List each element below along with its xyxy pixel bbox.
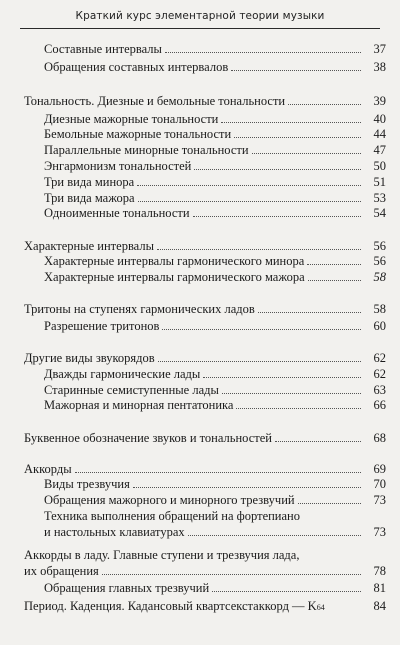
- toc-entry-label-continued: и настольных клавиатурах: [44, 525, 185, 539]
- toc-entry-label: Аккорды: [24, 462, 72, 476]
- page-number: 38: [373, 60, 386, 74]
- dot-leader: [133, 487, 361, 488]
- toc-entry: [44, 476, 386, 492]
- page-number: 73: [373, 525, 386, 539]
- dot-leader: [193, 216, 361, 217]
- toc-entry: [44, 366, 386, 382]
- toc-entry-label: Три вида минора: [44, 175, 135, 189]
- toc-entry: [24, 93, 386, 109]
- toc-entry: [44, 397, 386, 413]
- dot-leader: [157, 249, 361, 250]
- toc-entry: [44, 253, 386, 269]
- dot-leader: [137, 185, 361, 186]
- page-number: 58: [373, 270, 386, 284]
- dot-leader: [308, 280, 361, 281]
- page-number: 37: [373, 42, 386, 56]
- dot-leader: [221, 122, 361, 123]
- toc-entry: [24, 430, 386, 446]
- toc-entry: [44, 158, 386, 174]
- toc-entry: [44, 492, 386, 508]
- toc-entry: [44, 508, 386, 540]
- page-number: 68: [373, 431, 386, 445]
- page-number: 63: [373, 383, 386, 397]
- dot-leader: [236, 408, 361, 409]
- page-number: 78: [373, 564, 386, 578]
- page-number: 58: [373, 302, 386, 316]
- dot-leader: [298, 503, 361, 504]
- dot-leader: [307, 264, 361, 265]
- dot-leader: [275, 441, 361, 442]
- page-number: 66: [373, 398, 386, 412]
- page-number: 62: [373, 351, 386, 365]
- page-number: 51: [373, 175, 386, 189]
- toc-entry-label: Обращения составных интервалов: [44, 60, 229, 74]
- toc-entry-label: Разрешение тритонов: [44, 319, 160, 333]
- page-number: 44: [373, 127, 386, 141]
- page-number: 53: [373, 191, 386, 205]
- toc-entry: [44, 205, 386, 221]
- toc-entry-label: Тритоны на ступенях гармонических ладов: [24, 302, 255, 316]
- toc-entry-label: Аккорды в ладу. Главные ступени и трезвучия лада,: [24, 548, 300, 562]
- toc-entry: [44, 142, 386, 158]
- toc-entry: [24, 547, 386, 579]
- dot-leader: [165, 52, 361, 53]
- toc-entry: [44, 174, 386, 190]
- toc-entry: [44, 580, 386, 596]
- toc-entry-label: Бемольные мажорные тональности: [44, 127, 232, 141]
- toc-entry-label: Техника выполнения обращений на фортепиано: [44, 509, 300, 523]
- page-number: 81: [373, 581, 386, 595]
- toc-entry-label: Характерные интервалы: [24, 239, 154, 253]
- page-number: 56: [373, 239, 386, 253]
- toc-entry: [24, 598, 386, 614]
- toc-entry: [44, 111, 386, 127]
- dot-leader: [222, 393, 361, 394]
- running-header: Краткий курс элементарной теории музыки: [20, 8, 380, 29]
- toc-entry-label: Диезные мажорные тональности: [44, 112, 219, 126]
- dot-leader: [188, 535, 361, 536]
- toc-entry: [24, 238, 386, 254]
- toc-entry-label: Три вида мажора: [44, 191, 135, 205]
- toc-entry-label: Характерные интервалы гармонического мажора: [44, 270, 305, 284]
- toc-entry-label: Обращения главных трезвучий: [44, 581, 210, 595]
- toc-entry: [44, 126, 386, 142]
- dot-leader: [288, 104, 361, 105]
- dot-leader: [194, 169, 361, 170]
- dot-leader: [212, 591, 361, 592]
- dot-leader: [231, 70, 361, 71]
- toc-entry-label: Виды трезвучия: [44, 477, 130, 491]
- toc-entry-label: Составные интервалы: [44, 42, 162, 56]
- toc-entry-label: Характерные интервалы гармонического минора: [44, 254, 305, 268]
- dot-leader: [138, 201, 361, 202]
- toc-entry: [44, 382, 386, 398]
- dot-leader: [234, 137, 361, 138]
- toc-entry-label: Параллельные минорные тональности: [44, 143, 249, 157]
- toc-entry-label: Тональность. Диезные и бемольные тональности: [24, 94, 286, 108]
- toc-entry-label-continued: их обращения: [24, 564, 99, 578]
- dot-leader: [102, 574, 361, 575]
- toc-entry: [44, 269, 386, 285]
- page-number: 39: [373, 94, 386, 108]
- toc-entry: [24, 461, 386, 477]
- dot-leader: [258, 312, 361, 313]
- dot-leader: [252, 153, 361, 154]
- page-number: 62: [373, 367, 386, 381]
- dot-leader: [203, 377, 361, 378]
- page-number: 54: [373, 206, 386, 220]
- toc-entry: [44, 318, 386, 334]
- toc-entry-label: Одноименные тональности: [44, 206, 190, 220]
- toc-entry-label: Дважды гармонические лады: [44, 367, 201, 381]
- toc-entry-label: Старинные семиступенные лады: [44, 383, 219, 397]
- toc-entry-label: Мажорная и минорная пентатоника: [44, 398, 234, 412]
- page-number: 56: [373, 254, 386, 268]
- toc-entry: [24, 301, 386, 317]
- toc-entry-label: Энгармонизм тональностей: [44, 159, 192, 173]
- toc-entry: [44, 41, 386, 57]
- page-number: 70: [373, 477, 386, 491]
- page-number: 60: [373, 319, 386, 333]
- toc-entry-label: Обращения мажорного и минорного трезвучий: [44, 493, 295, 507]
- page-number: 50: [373, 159, 386, 173]
- toc-entry-label: Период. Каденция. Кадансовый квартсекстаккорд — K: [24, 599, 317, 613]
- page-number: 69: [373, 462, 386, 476]
- dot-leader: [162, 329, 361, 330]
- toc-entry-label: Буквенное обозначение звуков и тональностей: [24, 431, 272, 445]
- toc-entry: [44, 190, 386, 206]
- page-number: 84: [373, 599, 386, 613]
- toc-entry-label: Другие виды звукорядов: [24, 351, 155, 365]
- page-number: 40: [373, 112, 386, 126]
- chord-subscript: 64: [316, 603, 325, 612]
- page-number: 47: [373, 143, 386, 157]
- toc-entry: [44, 59, 386, 75]
- page-number: 73: [373, 493, 386, 507]
- toc-entry: [24, 350, 386, 366]
- dot-leader: [158, 361, 361, 362]
- dot-leader: [75, 472, 361, 473]
